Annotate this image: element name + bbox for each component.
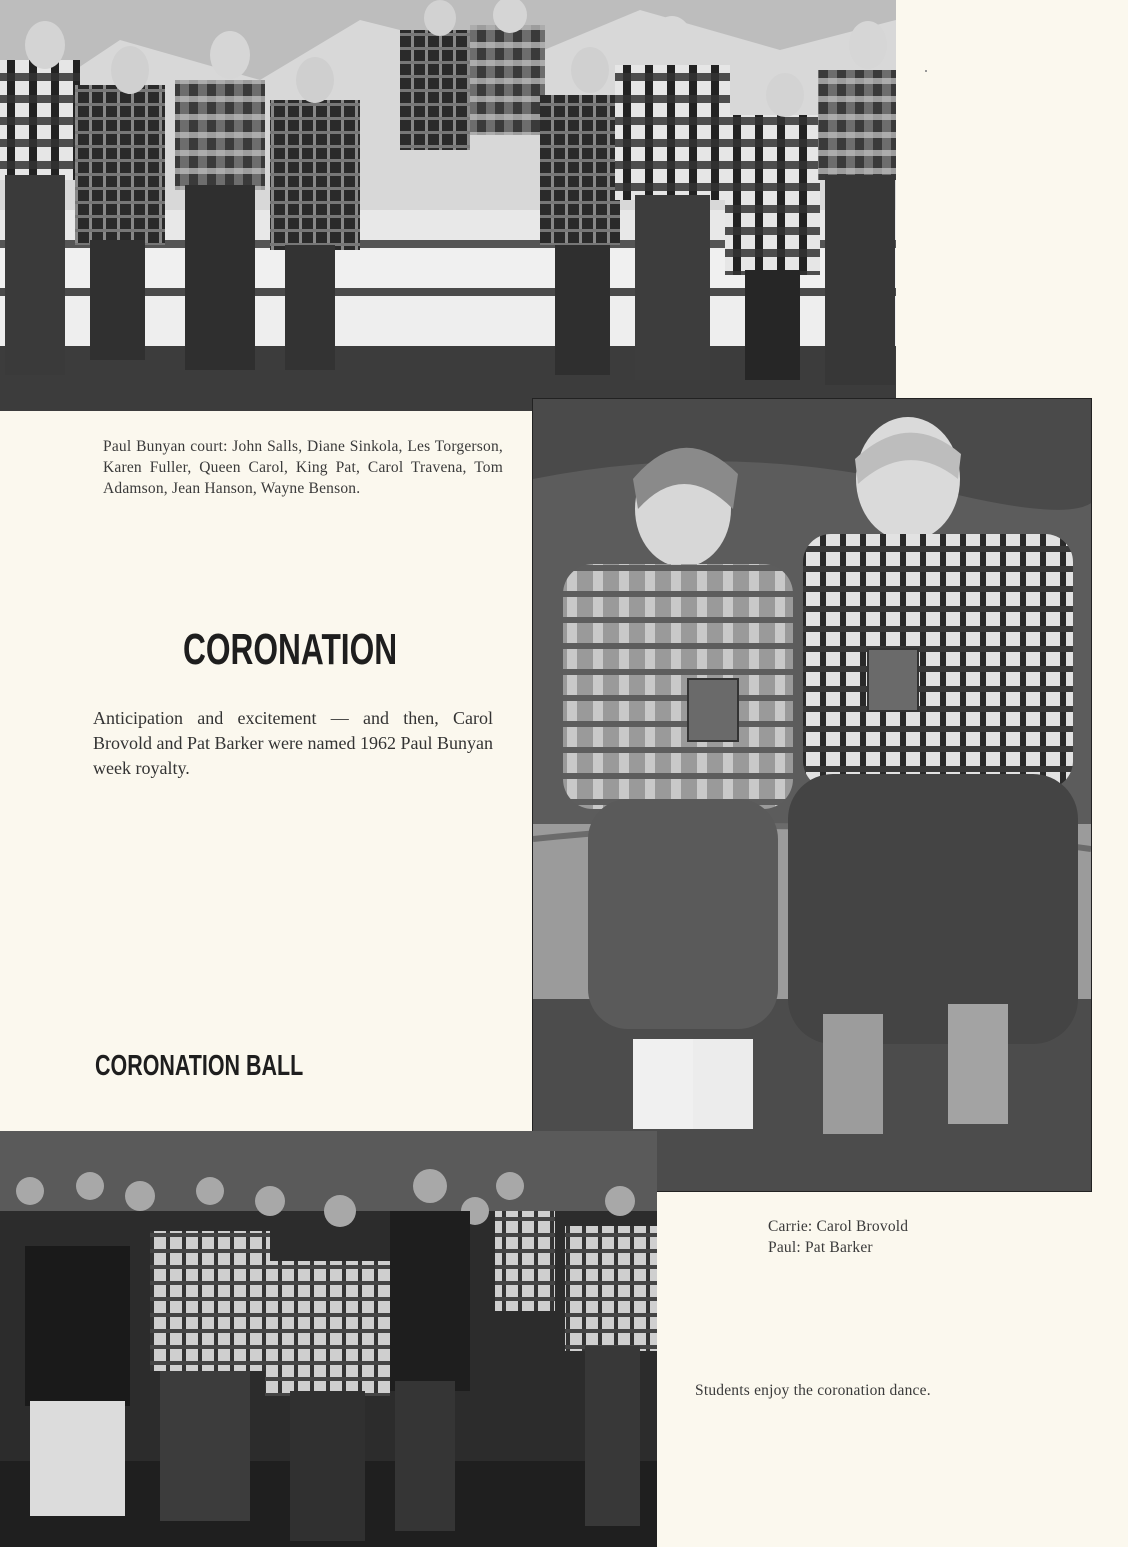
royalty-caption [768,1216,1018,1258]
dance-photo [0,1131,657,1547]
court-photo-image [0,0,896,411]
section-title: CORONATION [183,625,398,674]
court-caption: Paul Bunyan court: John Salls, Diane Sinkola, Les Torgerson, Karen Fuller, Queen Carol, King Pat, Carol Travena, Tom Adamson, Jean Hanson, Wayne Benson. [103,438,503,497]
royalty-photo-image [533,399,1091,1191]
court-photo [0,0,896,411]
intro-paragraph: Anticipation and excitement — and then, Carol Brovold and Pat Barker were named 1962 Paul Bunyan week royalty. [93,708,493,778]
coronation-ball-heading: CORONATION BALL [95,1050,304,1082]
royalty-caption-line-paul: Paul: Pat Barker [768,1239,873,1256]
dance-photo-image [0,1131,657,1547]
page-speck [925,70,927,72]
royalty-caption-line-carrie: Carrie: Carol Brovold [768,1218,909,1235]
royalty-photo [532,398,1092,1192]
dance-caption: Students enjoy the coronation dance. [695,1382,931,1399]
